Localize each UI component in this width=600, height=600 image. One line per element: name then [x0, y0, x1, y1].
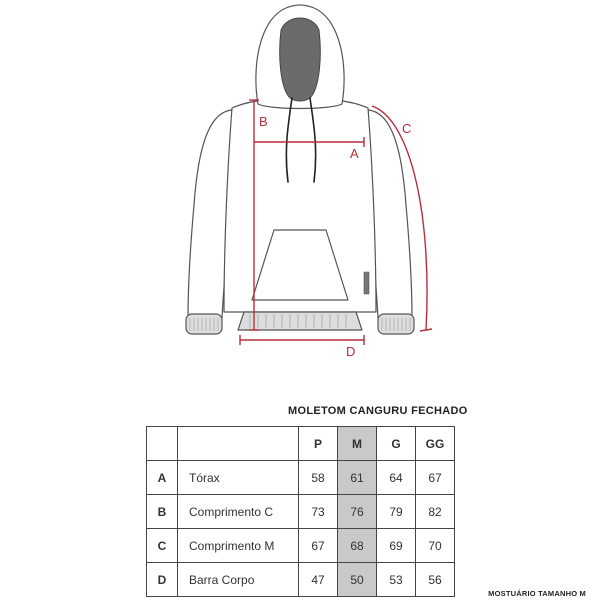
- cell-value: 76: [338, 495, 377, 529]
- cell-value: 70: [416, 529, 455, 563]
- cell-value: 64: [377, 461, 416, 495]
- side-tag: [364, 272, 369, 294]
- left-cuff: [186, 314, 222, 334]
- row-measure-name: Tórax: [178, 461, 299, 495]
- hem-band: [238, 312, 362, 330]
- size-table: [146, 426, 455, 597]
- dimension-label-c: C: [402, 121, 412, 136]
- table-row: [147, 529, 455, 563]
- right-cuff: [378, 314, 414, 334]
- table-header-row: [147, 427, 455, 461]
- row-measure-name: Comprimento C: [178, 495, 299, 529]
- table-row: [147, 461, 455, 495]
- cell-value: 73: [299, 495, 338, 529]
- size-chart-title: MOLETOM CANGURU FECHADO: [288, 405, 468, 417]
- cell-value: 69: [377, 529, 416, 563]
- header-measure: [178, 427, 299, 461]
- row-measure-name: Barra Corpo: [178, 563, 299, 597]
- cell-value: 67: [299, 529, 338, 563]
- sample-size-footnote: MOSTUÁRIO TAMANHO M: [488, 589, 586, 598]
- header-size-gg: GG: [416, 427, 455, 461]
- cell-value: 58: [299, 461, 338, 495]
- header-size-g: G: [377, 427, 416, 461]
- cell-value: 61: [338, 461, 377, 495]
- hood-interior: [280, 18, 321, 101]
- table-row: [147, 563, 455, 597]
- cell-value: 50: [338, 563, 377, 597]
- row-measure-name: Comprimento M: [178, 529, 299, 563]
- cell-value: 67: [416, 461, 455, 495]
- cell-value: 79: [377, 495, 416, 529]
- cell-value: 82: [416, 495, 455, 529]
- row-letter: C: [147, 529, 178, 563]
- dimension-label-b: B: [259, 114, 268, 129]
- row-letter: D: [147, 563, 178, 597]
- cell-value: 53: [377, 563, 416, 597]
- header-size-p: P: [299, 427, 338, 461]
- header-size-m: M: [338, 427, 377, 461]
- row-letter: A: [147, 461, 178, 495]
- row-letter: B: [147, 495, 178, 529]
- header-letter: [147, 427, 178, 461]
- cell-value: 56: [416, 563, 455, 597]
- dimension-label-d: D: [346, 344, 356, 359]
- cell-value: 68: [338, 529, 377, 563]
- cell-value: 47: [299, 563, 338, 597]
- table-row: [147, 495, 455, 529]
- dimension-label-a: A: [350, 146, 359, 161]
